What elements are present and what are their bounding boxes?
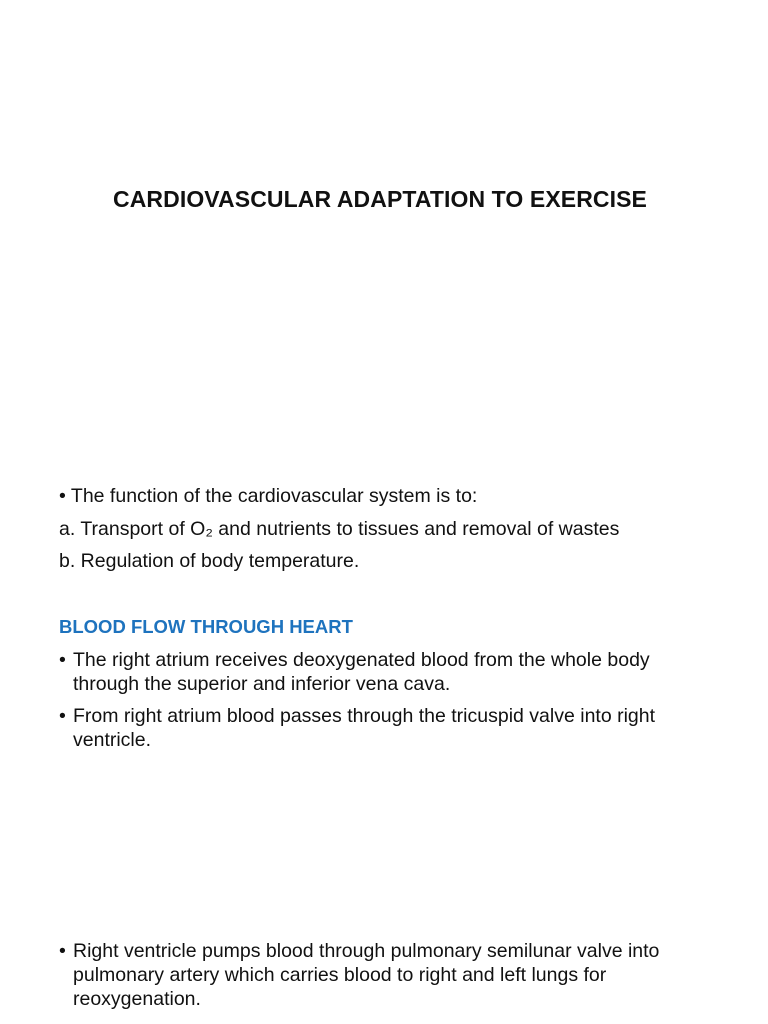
page-title: CARDIOVASCULAR ADAPTATION TO EXERCISE [112, 186, 647, 212]
list-item-text: Right ventricle pumps blood through pulmonary semilunar valve into pulmonary artery which carries blood to right and left lungs for reoxygenation. [73, 940, 660, 1010]
list-item-text: From right atrium blood passes through the tricuspid valve into right ventricle. [73, 705, 656, 751]
list-item [59, 704, 719, 752]
bullet-dot: • [59, 485, 66, 507]
intro-lead-text: The function of the cardiovascular system is to: [70, 485, 478, 507]
list-item-text: The right atrium receives deoxygenated blood from the whole body through the superior and inferior vena cava. [73, 649, 650, 695]
bullet-dot: • [59, 940, 66, 962]
intro-item-b: b. Regulation of body temperature. [59, 550, 360, 572]
bullet-dot: • [59, 705, 66, 727]
section-heading: BLOOD FLOW THROUGH HEART [59, 616, 353, 637]
list-item [59, 939, 719, 1011]
intro-lead [59, 484, 477, 509]
intro-item-a: a. Transport of O₂ and nutrients to tissues and removal of wastes [59, 518, 620, 540]
bullet-dot: • [59, 649, 66, 671]
list-item [59, 648, 719, 696]
